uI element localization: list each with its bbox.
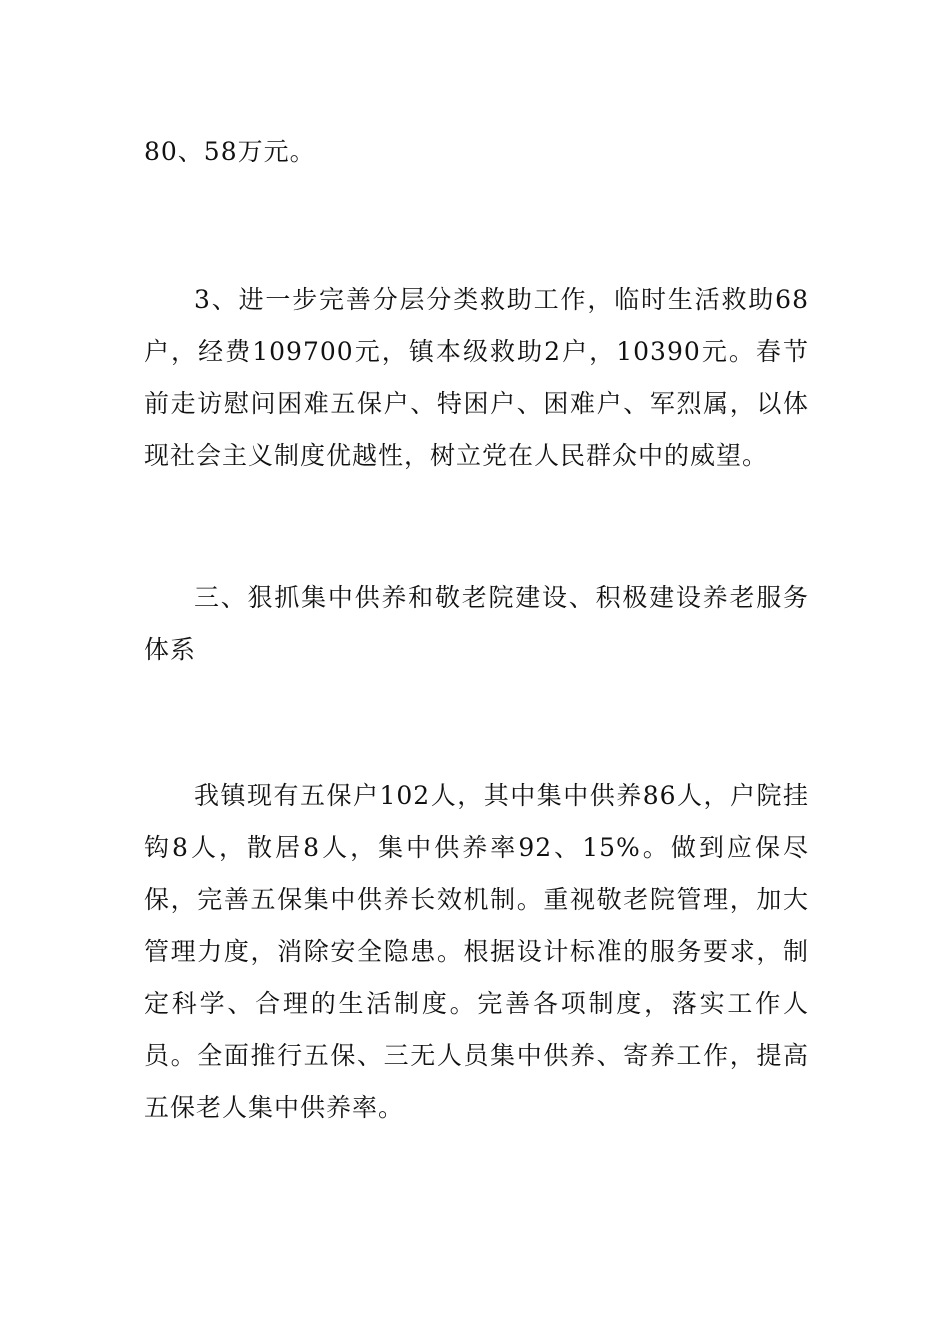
paragraph-five-guarantee: 我镇现有五保户102人，其中集中供养86人，户院挂钩8人，散居8人，集中供养率92、15%。做到应保尽保，完善五保集中供养长效机制。重视敬老院管理，加大管理力度，消除安全隐患。根据设计标准的服务要求，制定科学、合理的生活制度。完善各项制度，落实工作人员。全面推行五保、三无人员集中供养、寄养工作，提高五保老人集中供养率。 [144,781,809,1122]
paragraph-continuation: 80、58万元。 [144,137,316,166]
paragraph-relief-work: 3、进一步完善分层分类救助工作，临时生活救助68户，经费109700元，镇本级救助2户，10390元。春节前走访慰问困难五保户、特困户、困难户、军烈属，以体现社会主义制度优越性，树立党在人民群众中的威望。 [144,285,809,470]
section-heading-elderly-care: 三、狠抓集中供养和敬老院建设、积极建设养老服务体系 [144,583,809,664]
